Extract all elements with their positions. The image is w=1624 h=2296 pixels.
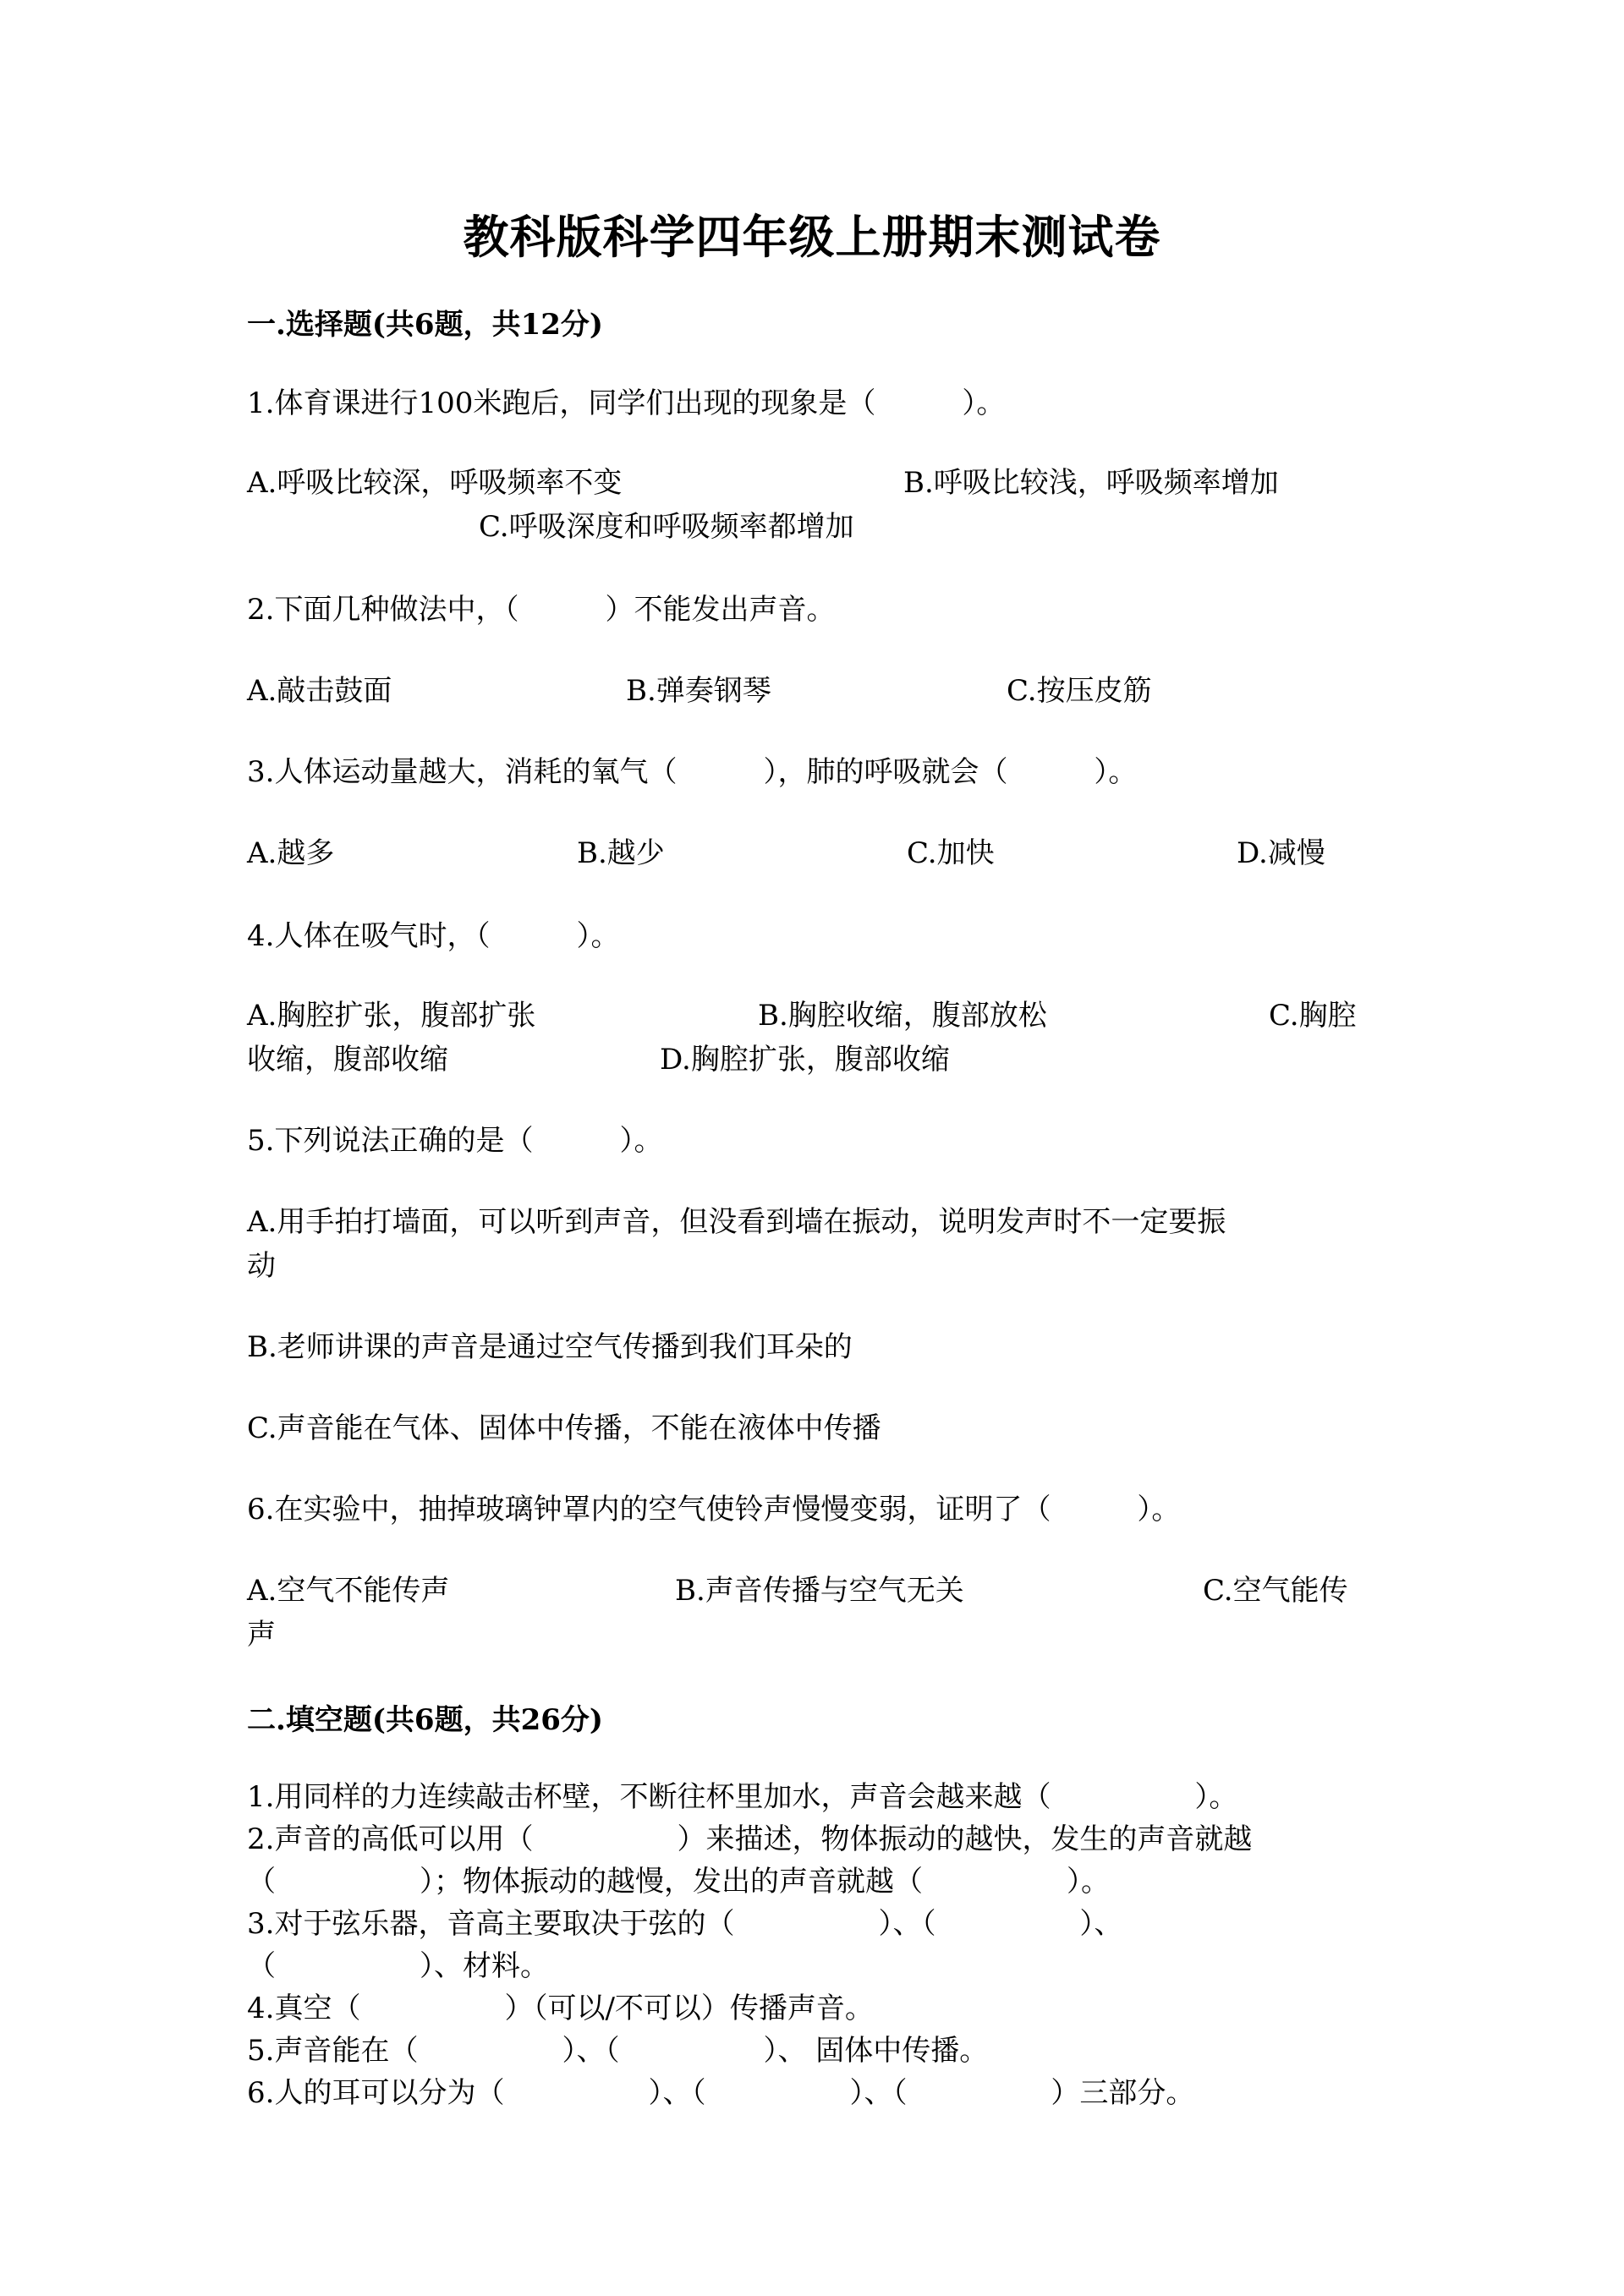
question-4-option-a: A.胸腔扩张，腹部扩张	[247, 999, 536, 1033]
question-2-option-c: C.按压皮筋	[1007, 674, 1152, 708]
question-4-option-d: D.胸腔扩张，腹部收缩	[660, 1043, 950, 1077]
question-2-option-b: B.弹奏钢琴	[626, 674, 771, 708]
question-6-option-b: B.声音传播与空气无关	[675, 1574, 964, 1608]
fill-line-3: 3.对于弦乐器，音高主要取决于弦的（ ）、（ ）、	[247, 1907, 1123, 1941]
question-6-option-c: C.空气能传	[1203, 1574, 1348, 1608]
question-4-option-b: B.胸腔收缩，腹部放松	[758, 999, 1047, 1033]
section-heading-fill: 二.填空题(共6题，共26分)	[247, 1703, 603, 1737]
question-5-stem: 5.下列说法正确的是（ ）。	[247, 1124, 663, 1158]
question-4-stem: 4.人体在吸气时，（ ）。	[247, 919, 620, 953]
question-5-option-c: C.声音能在气体、固体中传播，不能在液体中传播	[247, 1411, 881, 1445]
fill-line-2: 2.声音的高低可以用（ ）来描述，物体振动的越快，发生的声音就越	[247, 1822, 1253, 1856]
page-title: 教科版科学四年级上册期末测试卷	[463, 210, 1161, 264]
question-3-option-d: D.减慢	[1237, 836, 1325, 870]
question-2-stem: 2.下面几种做法中，（ ）不能发出声音。	[247, 593, 836, 627]
question-1-option-a: A.呼吸比较深，呼吸频率不变	[247, 466, 623, 500]
question-4-option-c-cont: 收缩，腹部收缩	[247, 1043, 448, 1077]
fill-line-2-cont: （ ）；物体振动的越慢，发出的声音就越（ ）。	[247, 1865, 1110, 1899]
fill-line-6: 6.人的耳可以分为（ ）、（ ）、（ ）三部分。	[247, 2076, 1195, 2110]
fill-line-3-cont: （ ）、材料。	[247, 1949, 549, 1983]
question-2-option-a: A.敲击鼓面	[247, 674, 392, 708]
question-3-stem: 3.人体运动量越大，消耗的氧气（ ），肺的呼吸就会（ ）。	[247, 755, 1138, 789]
question-5-option-a-cont: 动	[247, 1249, 276, 1283]
question-3-option-a: A.越多	[247, 836, 335, 870]
question-4-option-c: C.胸腔	[1269, 999, 1357, 1033]
question-1-option-b: B.呼吸比较浅，呼吸频率增加	[903, 466, 1279, 500]
fill-line-4: 4.真空（ ）（可以/不可以）传播声音。	[247, 1992, 874, 2025]
question-3-option-b: B.越少	[577, 836, 665, 870]
fill-line-1: 1.用同样的力连续敲击杯壁，不断往杯里加水，声音会越来越（ ）。	[247, 1780, 1238, 1814]
question-6-stem: 6.在实验中，抽掉玻璃钟罩内的空气使铃声慢慢变弱，证明了（ ）。	[247, 1493, 1181, 1526]
question-6-option-a: A.空气不能传声	[247, 1574, 450, 1608]
section-heading-choice: 一.选择题(共6题，共12分)	[247, 308, 603, 342]
question-6-option-c-cont: 声	[247, 1618, 276, 1652]
fill-line-5: 5.声音能在（ ）、（ ）、 固体中传播。	[247, 2034, 989, 2068]
question-1-stem: 1.体育课进行100米跑后，同学们出现的现象是（ ）。	[247, 386, 1006, 420]
question-3-option-c: C.加快	[907, 836, 995, 870]
question-5-option-a: A.用手拍打墙面，可以听到声音，但没看到墙在振动，说明发声时不一定要振	[247, 1205, 1226, 1239]
question-5-option-b: B.老师讲课的声音是通过空气传播到我们耳朵的	[247, 1330, 853, 1364]
question-1-option-c: C.呼吸深度和呼吸频率都增加	[479, 510, 854, 544]
